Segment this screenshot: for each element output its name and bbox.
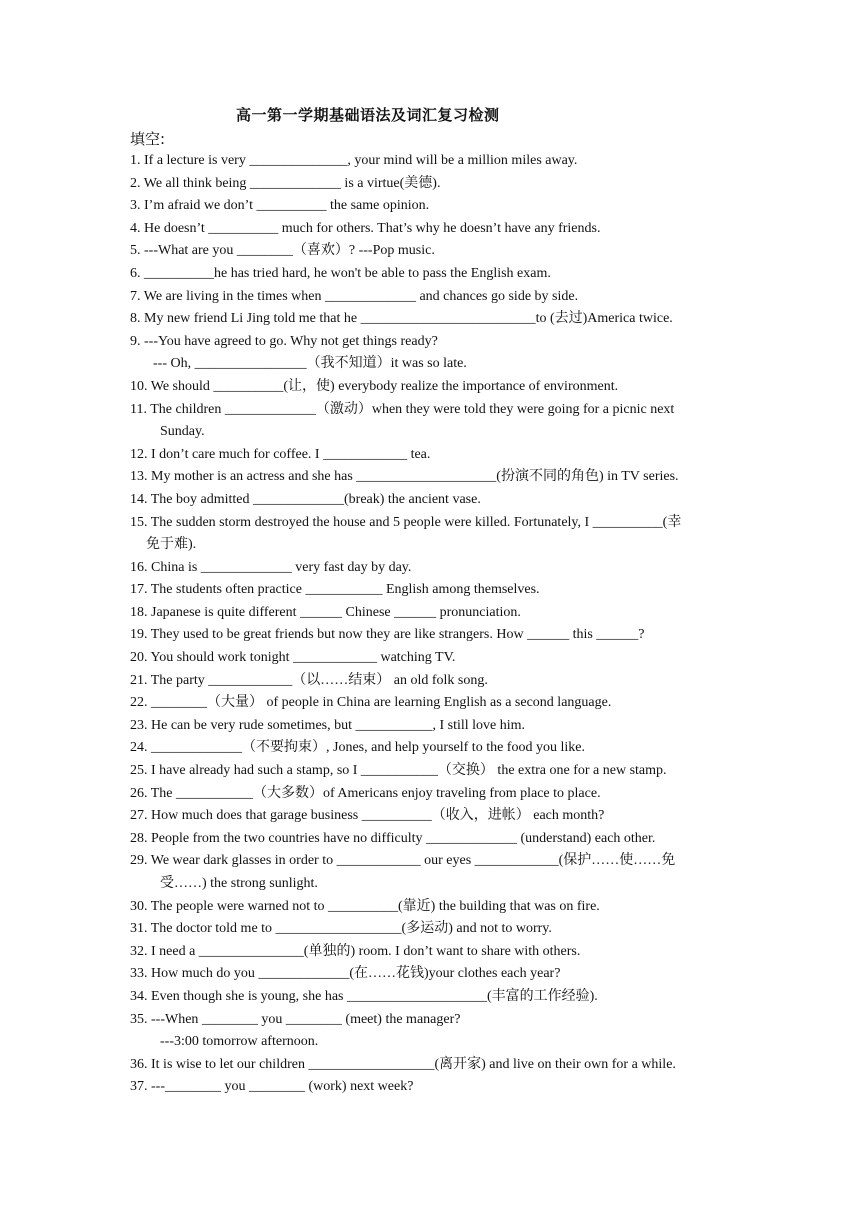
question-line: 9. ---You have agreed to go. Why not get things ready?: [130, 333, 438, 349]
question-line: 3. I’m afraid we don’t __________ the same opinion.: [130, 198, 430, 214]
question-line: 6. __________he has tried hard, he won't be able to pass the English exam.: [130, 265, 551, 281]
question-line: 32. I need a _______________(单独的) room. I don’t want to share with others.: [130, 943, 581, 959]
question-line: 13. My mother is an actress and she has ____________________(扮演不同的角色) in TV series.: [130, 469, 679, 485]
question-line: 2. We all think being _____________ is a virtue(美德).: [130, 175, 441, 191]
question-line: 31. The doctor told me to __________________(多运动) and not to worry.: [130, 921, 552, 937]
question-line: 8. My new friend Li Jing told me that he _________________________to (去过)America twice.: [130, 311, 673, 327]
question-line: 14. The boy admitted _____________(break) the ancient vase.: [130, 491, 481, 507]
question-line: 5. ---What are you ________（喜欢）? ---Pop music.: [130, 243, 435, 259]
question-line: 24. _____________（不要拘束）, Jones, and help yourself to the food you like.: [130, 740, 585, 756]
question-line: 37. ---________ you ________ (work) next week?: [130, 1079, 414, 1095]
question-line: 20. You should work tonight ____________ watching TV.: [130, 650, 456, 666]
question-line: 34. Even though she is young, she has ____________________(丰富的工作经验).: [130, 988, 598, 1004]
question-line: 25. I have already had such a stamp, so I ___________（交换） the extra one for a new stamp.: [130, 763, 667, 779]
question-line: 19. They used to be great friends but now they are like strangers. How ______ this ______?: [130, 627, 645, 643]
section-label: 填空:: [130, 130, 166, 148]
question-continuation-line: --- Oh, ________________（我不知道）it was so late.: [153, 356, 467, 372]
question-line: 16. China is _____________ very fast day by day.: [130, 559, 412, 575]
question-line: 27. How much does that garage business __________（收入，进帐） each month?: [130, 808, 605, 824]
question-line: 18. Japanese is quite different ______ Chinese ______ pronunciation.: [130, 604, 521, 620]
question-line: 28. People from the two countries have no difficulty _____________ (understand) each other.: [130, 830, 656, 846]
question-line: 29. We wear dark glasses in order to ____________ our eyes ____________(保护……使……免: [130, 853, 676, 869]
question-line: 21. The party ____________（以……结束） an old folk song.: [130, 672, 488, 688]
page-title: 高一第一学期基础语法及词汇复习检测: [236, 106, 500, 124]
question-line: 33. How much do you _____________(在……花钱)your clothes each year?: [130, 966, 561, 982]
question-line: 12. I don’t care much for coffee. I ____________ tea.: [130, 446, 431, 462]
question-continuation-line: ---3:00 tomorrow afternoon.: [160, 1034, 319, 1050]
question-line: 30. The people were warned not to __________(靠近) the building that was on fire.: [130, 898, 600, 914]
question-line: 11. The children _____________（激动）when they were told they were going for a picnic next: [130, 401, 675, 417]
question-line: 1. If a lecture is very ______________, your mind will be a million miles away.: [130, 153, 578, 168]
question-line: 23. He can be very rude sometimes, but ___________, I still love him.: [130, 717, 526, 733]
question-line: 4. He doesn’t __________ much for others. That’s why he doesn’t have any friends.: [130, 220, 601, 236]
question-line: 35. ---When ________ you ________ (meet) the manager?: [130, 1011, 461, 1027]
question-line: 17. The students often practice ___________ English among themselves.: [130, 582, 540, 598]
question-continuation-line: Sunday.: [160, 424, 205, 440]
question-line: 7. We are living in the times when _____________ and chances go side by side.: [130, 288, 579, 304]
question-line: 36. It is wise to let our children __________________(离开家) and live on their own for a while.: [130, 1056, 676, 1072]
question-line: 10. We should __________(让，使) everybody realize the importance of environment.: [130, 378, 619, 394]
question-line: 15. The sudden storm destroyed the house and 5 people were killed. Fortunately, I __________(幸: [130, 514, 682, 530]
question-continuation-line: 免于难).: [146, 537, 197, 553]
question-line: 22. ________（大量） of people in China are learning English as a second language.: [130, 695, 612, 711]
question-list: [130, 150, 740, 1099]
question-continuation-line: 受……) the strong sunlight.: [160, 876, 318, 891]
question-line: 26. The ___________（大多数）of Americans enjoy traveling from place to place.: [130, 785, 601, 801]
